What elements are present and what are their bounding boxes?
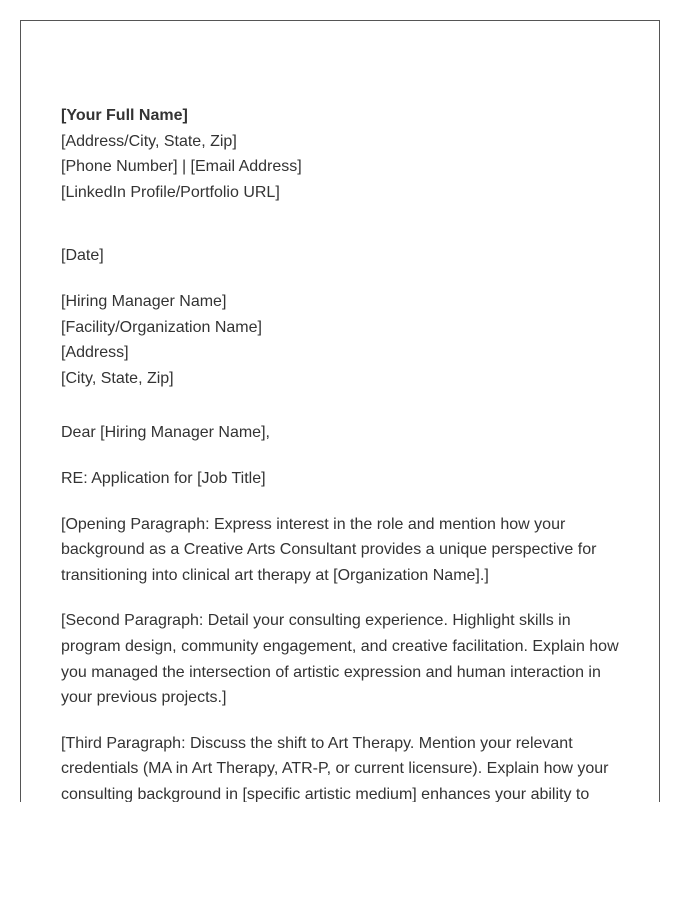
sender-block [61, 103, 621, 205]
date-block [61, 243, 621, 269]
paragraph-line: transitioning into clinical art therapy at [Organization Name].] [61, 566, 489, 584]
opening-paragraph [61, 512, 621, 589]
recipient-city: [City, State, Zip] [61, 369, 174, 387]
subject-line [61, 466, 621, 492]
paragraph-line: [Opening Paragraph: Express interest in the role and mention how your [61, 515, 566, 533]
paragraph-line: your previous projects.] [61, 689, 227, 707]
second-paragraph [61, 608, 621, 710]
letter-date: [Date] [61, 247, 104, 265]
sender-contact: [Phone Number] | [Email Address] [61, 158, 302, 176]
recipient-organization: [Facility/Organization Name] [61, 318, 262, 336]
salutation [61, 420, 621, 446]
paragraph-line: [Third Paragraph: Discuss the shift to Art Therapy. Mention your relevant [61, 734, 573, 752]
paragraph-line: consulting background in [specific artistic medium] enhances your ability to [61, 785, 590, 802]
paragraph-line: background as a Creative Arts Consultant provides a unique perspective for [61, 541, 597, 559]
sender-address: [Address/City, State, Zip] [61, 132, 237, 150]
subject-text: RE: Application for [Job Title] [61, 469, 266, 487]
letter-content [61, 103, 621, 802]
third-paragraph [61, 731, 621, 802]
letter-page [20, 20, 660, 802]
sender-name: [Your Full Name] [61, 107, 188, 124]
paragraph-line: credentials (MA in Art Therapy, ATR-P, or current licensure). Explain how your [61, 760, 609, 778]
paragraph-line: you managed the intersection of artistic expression and human interaction in [61, 663, 601, 681]
paragraph-line: program design, community engagement, and creative facilitation. Explain how [61, 637, 619, 655]
recipient-address: [Address] [61, 344, 129, 362]
salutation-text: Dear [Hiring Manager Name], [61, 424, 270, 442]
recipient-name: [Hiring Manager Name] [61, 292, 227, 310]
paragraph-line: [Second Paragraph: Detail your consulting experience. Highlight skills in [61, 612, 571, 630]
sender-profile: [LinkedIn Profile/Portfolio URL] [61, 183, 280, 201]
recipient-block [61, 289, 621, 391]
